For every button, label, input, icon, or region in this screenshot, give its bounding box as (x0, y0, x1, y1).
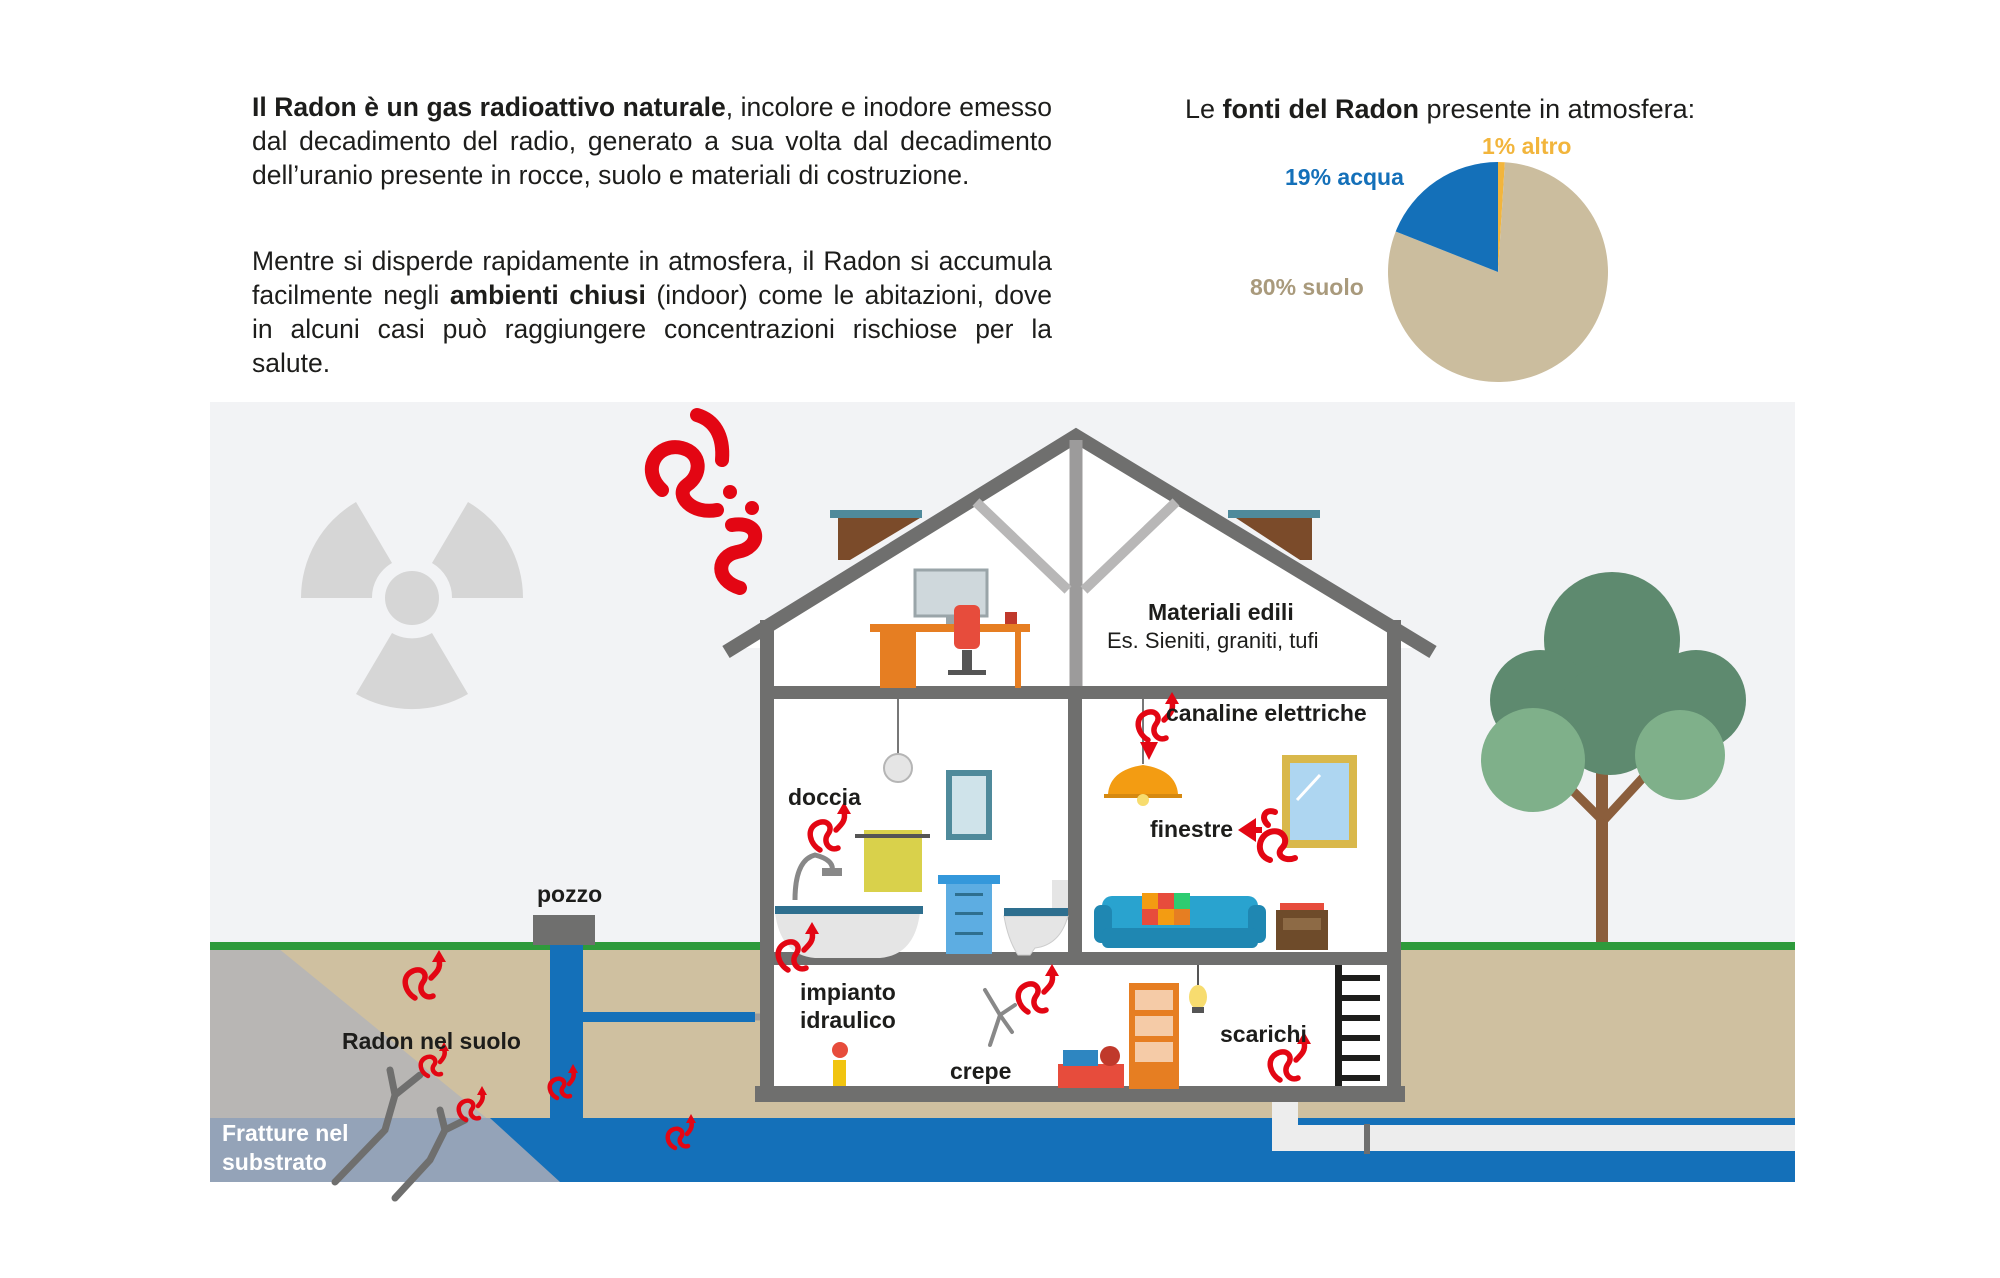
label-radon-nel-suolo: Radon nel suolo (342, 1028, 521, 1054)
well-cap (533, 915, 595, 945)
pie-chart (1388, 162, 1608, 382)
label-canaline-elettriche: canaline elettriche (1166, 700, 1367, 726)
pie-label-suolo: 80% suolo (1250, 274, 1364, 300)
intro-text-2b: (indoor) come le abitazioni, dove in alcuni casi può raggiungere concentrazioni rischiose per la salute. (252, 280, 1052, 378)
intro-text-1: , incolore e inodore emesso dal decadimento del radio, generato a sua volta dal decadimento dell’uranio presente in rocce, suolo e materiali di costruzione. (252, 92, 1052, 190)
label-crepe: crepe (950, 1058, 1012, 1084)
label-finestre: finestre (1150, 816, 1234, 842)
label-doccia: doccia (788, 784, 861, 810)
label-fratture-2: substrato (222, 1149, 327, 1175)
well-pipe (583, 1012, 755, 1022)
label-materiali-edili: Materiali edili (1148, 599, 1294, 625)
label-fratture-1: Fratture nel (222, 1120, 349, 1146)
pie-title-b: presente in atmosfera: (1419, 94, 1696, 124)
intro-bold-2: ambienti chiusi (449, 280, 646, 310)
label-idraulico: idraulico (800, 1007, 896, 1033)
label-materiali-esempi: Es. Sieniti, graniti, tufi (1107, 628, 1319, 653)
label-fratture-3: roccioso (222, 1178, 318, 1204)
intro-text-2a: Mentre si disperde rapidamente in atmosfera, il Radon si accumula facilmente negli (252, 246, 1052, 310)
label-impianto: impianto (800, 979, 896, 1005)
pie-label-acqua: 19% acqua (1285, 164, 1404, 190)
drain-clamp (1364, 1124, 1370, 1154)
pie-label-altro: 1% altro (1482, 133, 1572, 159)
well-shaft (550, 945, 583, 1118)
pie-title-a: Le (1185, 94, 1223, 124)
label-acque-sotterranee: Radon nelle acque sotterranee (760, 1204, 1095, 1230)
label-pozzo: pozzo (537, 881, 603, 907)
label-scarichi: scarichi (1220, 1021, 1307, 1047)
pie-title-bold: fonti del Radon (1222, 94, 1420, 124)
intro-bold-1: Il Radon è un gas radioattivo naturale (252, 92, 726, 122)
